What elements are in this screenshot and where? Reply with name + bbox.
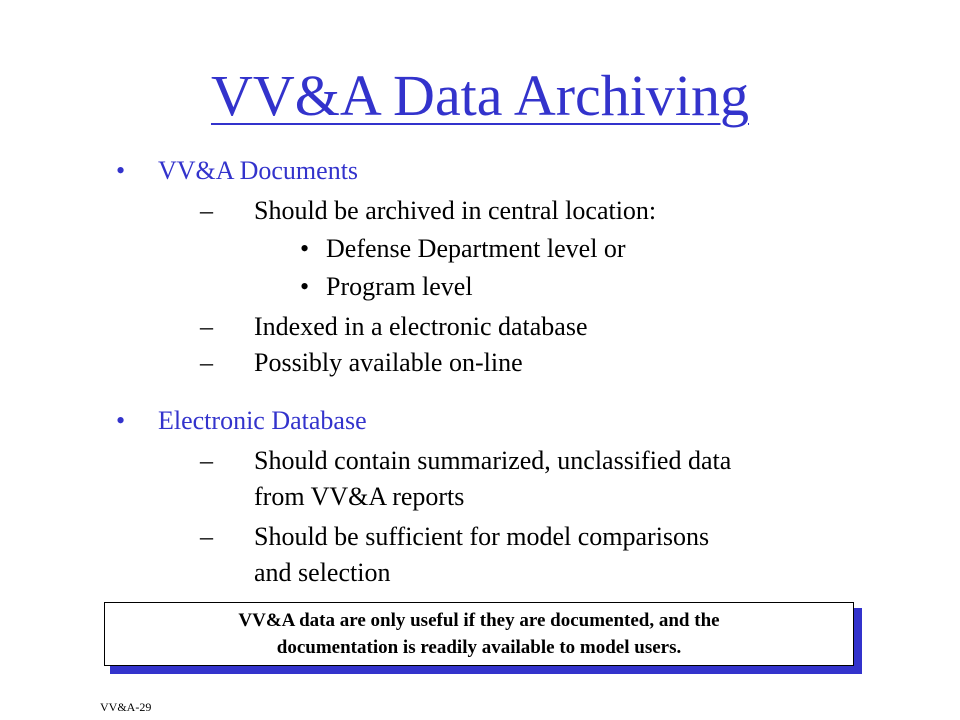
slide-title-text: VV&A Data Archiving xyxy=(210,63,750,128)
slide-title xyxy=(0,60,960,132)
database-contents-line-2: from VV&A reports xyxy=(254,482,465,511)
dash-icon: – xyxy=(200,196,213,225)
bullet-icon: • xyxy=(116,156,126,185)
bullet-icon: • xyxy=(116,406,126,435)
section-heading-documents: VV&A Documents xyxy=(158,156,359,185)
archive-level-defense: Defense Department level or xyxy=(326,234,626,263)
dash-icon: – xyxy=(200,522,213,551)
callout-box xyxy=(104,602,854,666)
documents-online-item: Possibly available on-line xyxy=(254,348,523,377)
slide-footer-id: VV&A-29 xyxy=(100,700,152,714)
database-contents-line-1: Should contain summarized, unclassified data xyxy=(254,446,732,475)
archive-level-program: Program level xyxy=(326,272,473,301)
dash-icon: – xyxy=(200,446,213,475)
bullet-icon: • xyxy=(300,234,310,263)
dash-icon: – xyxy=(200,312,213,341)
section-heading-database: Electronic Database xyxy=(158,406,367,435)
callout-line-2: documentation is readily available to model users. xyxy=(276,637,682,658)
documents-indexed-item: Indexed in a electronic database xyxy=(254,312,588,341)
database-sufficiency-line-2: and selection xyxy=(254,558,391,587)
dash-icon: – xyxy=(200,348,213,377)
callout-line-1: VV&A data are only useful if they are documented, and the xyxy=(238,610,720,631)
documents-archive-item: Should be archived in central location: xyxy=(254,196,657,225)
bullet-icon: • xyxy=(300,272,310,301)
database-sufficiency-line-1: Should be sufficient for model comparisons xyxy=(254,522,710,551)
